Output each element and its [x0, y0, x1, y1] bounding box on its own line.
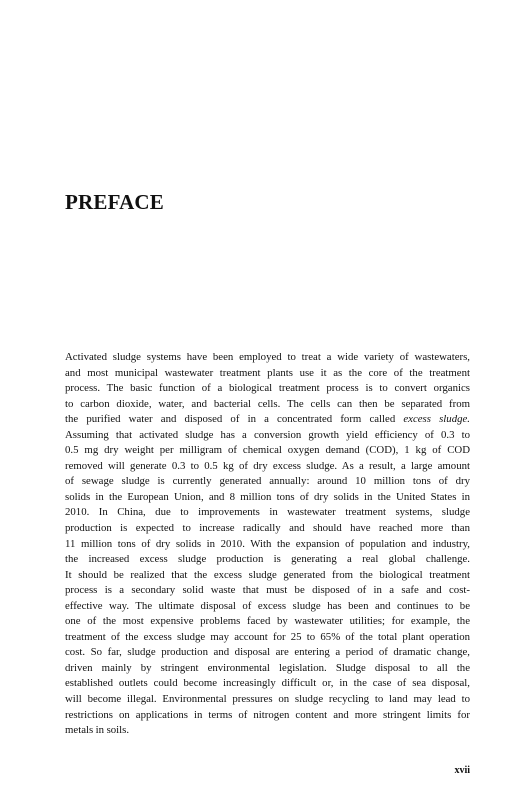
paragraph-line: 2010. In China, due to improvements in wastewater treatment systems, sludge — [65, 506, 470, 519]
paragraph-line: cost. So far, sludge production and disposal are entering a period of dramatic change, — [65, 646, 470, 659]
paragraph-line: the increased excess sludge production is generating a real global challenge. — [65, 553, 470, 566]
paragraph-line: to carbon dioxide, water, and bacterial cells. The cells can then be separated from — [65, 397, 470, 410]
paragraph-line: will become illegal. Environmental pressures on sludge recycling to land may lead to — [65, 693, 470, 706]
paragraph-line: process. The basic function of a biological treatment process is to convert organics — [65, 382, 470, 395]
paragraph-line: effective way. The ultimate disposal of excess sludge has been and continues to be — [65, 599, 470, 612]
paragraph-line: 11 million tons of dry solids in 2010. With the expansion of population and industry, — [65, 537, 470, 550]
paragraph-line: established outlets could become increasingly difficult or, in the case of sea disposal, — [65, 677, 470, 690]
paragraph-line: and most municipal wastewater treatment plants use it as the core of the treatment — [65, 366, 470, 379]
page-number: xvii — [454, 765, 470, 776]
paragraph-line: removed will generate 0.3 to 0.5 kg of dry excess sludge. As a result, a large amount — [65, 459, 470, 472]
page-title: PREFACE — [65, 190, 165, 214]
paragraph-line: metals in soils. — [65, 724, 130, 737]
paragraph-line: Activated sludge systems have been employed to treat a wide variety of wastewaters, — [65, 351, 470, 363]
paragraph-line-with-term — [65, 412, 470, 428]
paragraph-line: process is a secondary solid waste that must be disposed of in a safe and cost- — [65, 584, 470, 597]
paragraph-line: one of the most expensive problems faced by wastewater utilities; for example, the — [65, 615, 470, 628]
paragraph-line: solids in the European Union, and 8 million tons of dry solids in the United States in — [65, 490, 470, 503]
paragraph-line: restrictions on applications in terms of nitrogen content and more stringent limits for — [65, 708, 470, 721]
italic-term: excess sludge. — [403, 413, 470, 426]
paragraph-line: of sewage sludge is currently generated annually: around 10 million tons of dry — [65, 475, 470, 488]
paragraph-line-text: the purified water and disposed of in a concentrated form called — [65, 413, 404, 426]
paragraph-line: production is expected to increase radically and should have reached more than — [65, 522, 470, 535]
paragraph-line: Assuming that activated sludge has a conversion growth yield efficiency of 0.3 to — [65, 428, 470, 441]
paragraph-line: It should be realized that the excess sludge generated from the biological treatment — [65, 568, 470, 581]
paragraph-line: treatment of the excess sludge may account for 25 to 65% of the total plant operation — [65, 630, 470, 643]
preface-paragraph — [65, 350, 470, 739]
paragraph-line: driven mainly by stringent environmental legislation. Sludge disposal to all the — [65, 661, 470, 674]
paragraph-line: 0.5 mg dry weight per milligram of chemical oxygen demand (COD), 1 kg of COD — [65, 444, 470, 457]
